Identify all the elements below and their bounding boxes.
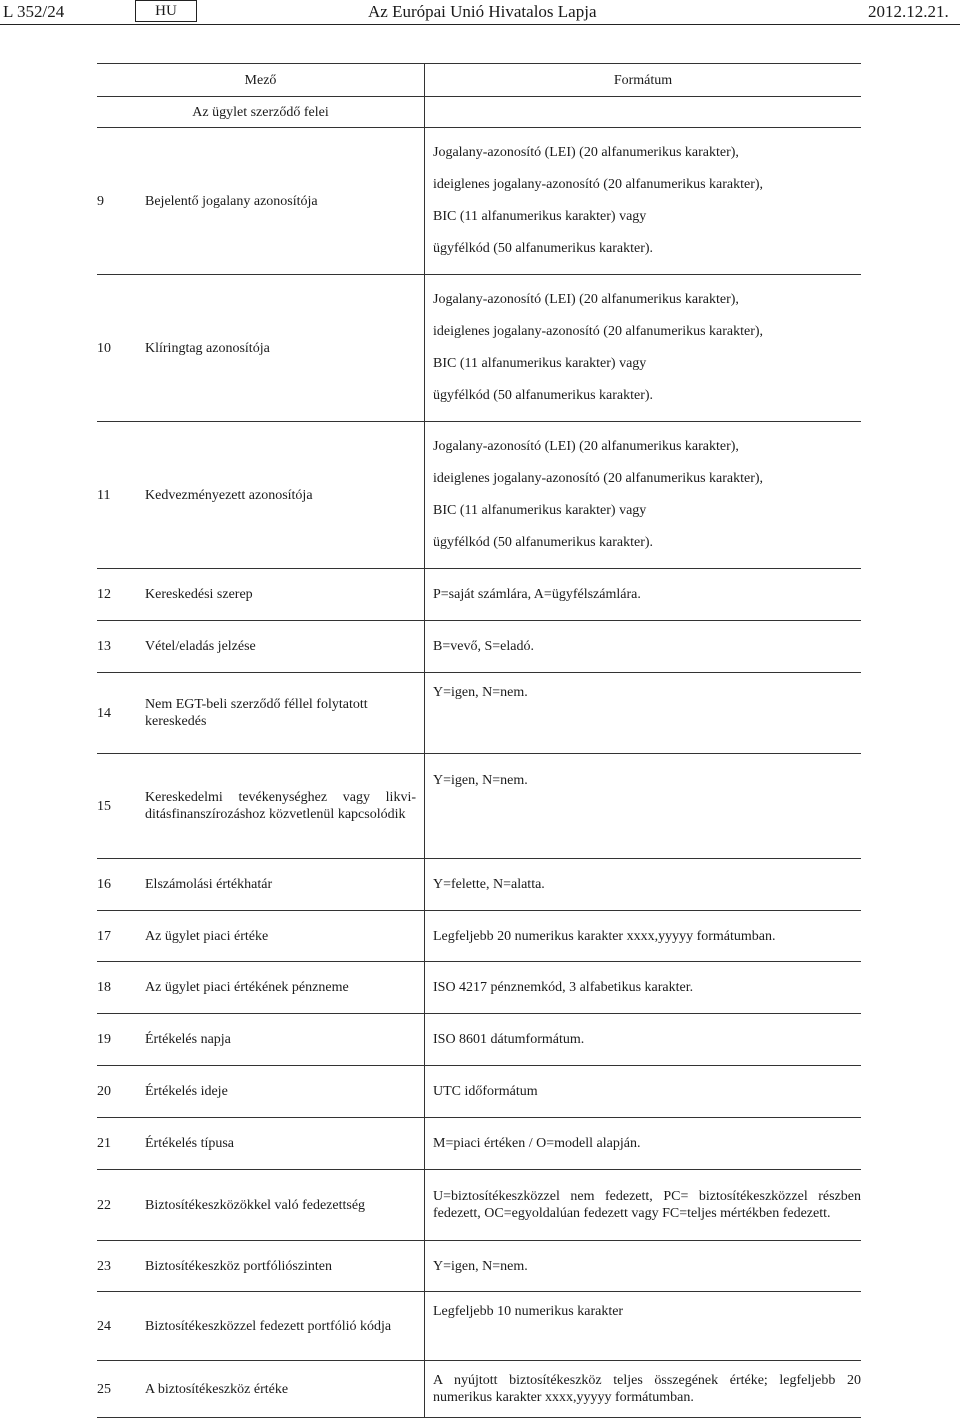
- journal-title: Az Európai Unió Hivatalos Lapja: [368, 2, 597, 21]
- column-header-format: Formátum: [425, 64, 862, 97]
- format-value: A nyújtott biztosítékeszköz teljes összegének értéke; legfeljebb 20 numerikus karakter xxxx,yyyyy formátumban.: [425, 1361, 862, 1418]
- format-line: BIC (11 alfanumerikus karakter) vagy: [433, 356, 647, 371]
- table-row: [97, 673, 861, 754]
- format-line: ideiglenes jogalany-azonosító (20 alfanumerikus karakter),: [433, 177, 764, 192]
- row-number: 17: [97, 911, 137, 962]
- row-number: 16: [97, 859, 137, 911]
- format-value: ISO 8601 dátumformátum.: [425, 1014, 862, 1066]
- format-line: Jogalany-azonosító (LEI) (20 alfanumerikus karakter),: [433, 145, 739, 160]
- field-name: Kedvezményezett azonosítója: [137, 422, 425, 569]
- table-header-row: [97, 64, 861, 97]
- table-row: [97, 1361, 861, 1418]
- section-label: Az ügylet szerződő felei: [97, 97, 425, 128]
- publication-date: 2012.12.21.: [868, 2, 949, 21]
- page-header: [0, 0, 960, 26]
- format-value: UTC időformátum: [425, 1066, 862, 1118]
- section-format-cell: [425, 97, 862, 128]
- format-value: P=saját számlára, A=ügyfélszámlára.: [425, 569, 862, 621]
- format-value: Y=igen, N=nem.: [425, 673, 862, 754]
- table-row: [97, 911, 861, 962]
- row-number: 10: [97, 275, 137, 422]
- field-name: Klíringtag azonosítója: [137, 275, 425, 422]
- row-number: 24: [97, 1292, 137, 1361]
- format-line: BIC (11 alfanumerikus karakter) vagy: [433, 503, 647, 518]
- format-line: Jogalany-azonosító (LEI) (20 alfanumerikus karakter),: [433, 292, 739, 307]
- field-format-table: [97, 63, 861, 1418]
- column-header-field: Mező: [97, 64, 425, 97]
- section-header-row: [97, 97, 861, 128]
- field-name: Biztosítékeszközzel fedezett portfólió kódja: [137, 1292, 425, 1361]
- field-name: A biztosítékeszköz értéke: [137, 1361, 425, 1418]
- table-row: [97, 1014, 861, 1066]
- row-number: 13: [97, 621, 137, 673]
- format-line: ügyfélkód (50 alfanumerikus karakter).: [433, 241, 654, 256]
- row-number: 20: [97, 1066, 137, 1118]
- field-name: Elszámolási értékhatár: [137, 859, 425, 911]
- field-name: Értékelés típusa: [137, 1118, 425, 1170]
- format-line: BIC (11 alfanumerikus karakter) vagy: [433, 209, 647, 224]
- format-cell: [425, 422, 862, 569]
- table-row: [97, 275, 861, 422]
- format-value: M=piaci értéken / O=modell alapján.: [425, 1118, 862, 1170]
- row-number: 12: [97, 569, 137, 621]
- table-row: [97, 754, 861, 859]
- table-row: [97, 422, 861, 569]
- table-row: [97, 128, 861, 275]
- field-name: Az ügylet piaci értéke: [137, 911, 425, 962]
- format-cell: [425, 128, 862, 275]
- table-row: [97, 1066, 861, 1118]
- row-number: 15: [97, 754, 137, 859]
- format-line: ügyfélkód (50 alfanumerikus karakter).: [433, 535, 654, 550]
- field-name: Nem EGT-beli szerződő féllel folytatott kereskedés: [137, 673, 425, 754]
- format-value: B=vevő, S=eladó.: [425, 621, 862, 673]
- table-row: [97, 621, 861, 673]
- language-badge: HU: [135, 0, 197, 22]
- format-value: Legfeljebb 20 numerikus karakter xxxx,yyyyy formátumban.: [425, 911, 862, 962]
- format-value: ISO 4217 pénznemkód, 3 alfabetikus karakter.: [425, 962, 862, 1014]
- field-name: Bejelentő jogalany azonosítója: [137, 128, 425, 275]
- field-name: Vétel/eladás jelzése: [137, 621, 425, 673]
- row-number: 14: [97, 673, 137, 754]
- table-row: [97, 1241, 861, 1292]
- row-number: 19: [97, 1014, 137, 1066]
- format-value: Y=igen, N=nem.: [425, 754, 862, 859]
- row-number: 22: [97, 1170, 137, 1241]
- format-value: Legfeljebb 10 numerikus karakter: [425, 1292, 862, 1361]
- table-row: [97, 1170, 861, 1241]
- field-name: Az ügylet piaci értékének pénzneme: [137, 962, 425, 1014]
- format-value: U=biztosítékeszközzel nem fedezett, PC= biztosítékeszközzel részben fedezett, OC=egyoldalúan fedezett vagy FC=teljes mértékben fedezett.: [425, 1170, 862, 1241]
- row-number: 25: [97, 1361, 137, 1418]
- format-cell: [425, 275, 862, 422]
- row-number: 11: [97, 422, 137, 569]
- format-line: ideiglenes jogalany-azonosító (20 alfanumerikus karakter),: [433, 324, 764, 339]
- table-row: [97, 1292, 861, 1361]
- format-line: ügyfélkód (50 alfanumerikus karakter).: [433, 388, 654, 403]
- table-row: [97, 569, 861, 621]
- format-value: Y=felette, N=alatta.: [425, 859, 862, 911]
- table-row: [97, 859, 861, 911]
- row-number: 21: [97, 1118, 137, 1170]
- row-number: 18: [97, 962, 137, 1014]
- field-name: Kereskedési szerep: [137, 569, 425, 621]
- header-rule: [0, 24, 960, 25]
- field-name: Biztosítékeszköz portfóliószinten: [137, 1241, 425, 1292]
- field-name: Biztosítékeszközökkel való fedezettség: [137, 1170, 425, 1241]
- field-name: Értékelés ideje: [137, 1066, 425, 1118]
- row-number: 23: [97, 1241, 137, 1292]
- format-line: ideiglenes jogalany-azonosító (20 alfanumerikus karakter),: [433, 471, 764, 486]
- format-value: Y=igen, N=nem.: [425, 1241, 862, 1292]
- table-row: [97, 962, 861, 1014]
- table-row: [97, 1118, 861, 1170]
- format-line: Jogalany-azonosító (LEI) (20 alfanumerikus karakter),: [433, 439, 739, 454]
- page-number: L 352/24: [3, 2, 65, 21]
- field-name: Értékelés napja: [137, 1014, 425, 1066]
- row-number: 9: [97, 128, 137, 275]
- field-name: Kereskedelmi tevékenységhez vagy likviditásfinanszírozáshoz közvetlenül kapcsolódik: [137, 754, 425, 859]
